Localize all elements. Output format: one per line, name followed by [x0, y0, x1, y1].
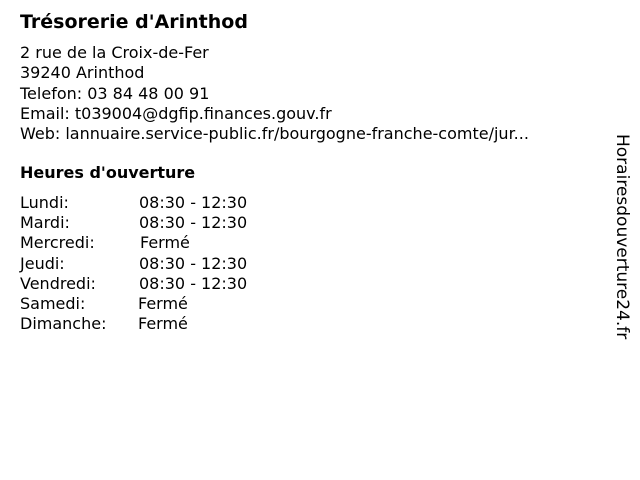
day-label: Dimanche: [20, 314, 107, 334]
day-label: Mercredi: [20, 233, 95, 253]
day-hours: 08:30 - 12:30 [139, 253, 248, 273]
day-hours: 08:30 - 12:30 [139, 193, 248, 212]
city-postcode: 39240 Arinthod [20, 63, 145, 83]
day-hours: 08:30 - 12:30 [139, 273, 248, 293]
street-address: 2 rue de la Croix-de-Fer [20, 43, 209, 62]
page-title: Trésorerie d'Arinthod [20, 11, 248, 33]
opening-hours-heading: Heures d'ouverture [20, 163, 196, 182]
email-address: Email: t039004@dgfip.finances.gouv.fr [20, 103, 332, 123]
day-hours: 08:30 - 12:30 [139, 213, 248, 233]
address-block [20, 43, 529, 144]
day-label: Samedi: [20, 293, 86, 313]
phone-number: Telefon: 03 84 48 00 91 [20, 83, 210, 103]
day-hours: Fermé [140, 233, 190, 253]
day-label: Jeudi: [20, 253, 65, 273]
day-hours: Fermé [138, 293, 188, 313]
site-name: Horairesdouverture24.fr [612, 134, 632, 340]
day-label: Mardi: [20, 213, 70, 233]
day-hours: Fermé [138, 314, 188, 334]
site-watermark [610, 134, 634, 374]
day-label: Lundi: [20, 193, 69, 212]
day-label: Vendredi: [20, 273, 96, 293]
website-link: Web: lannuaire.service-public.fr/bourgogne-franche-comte/jur... [20, 124, 529, 144]
